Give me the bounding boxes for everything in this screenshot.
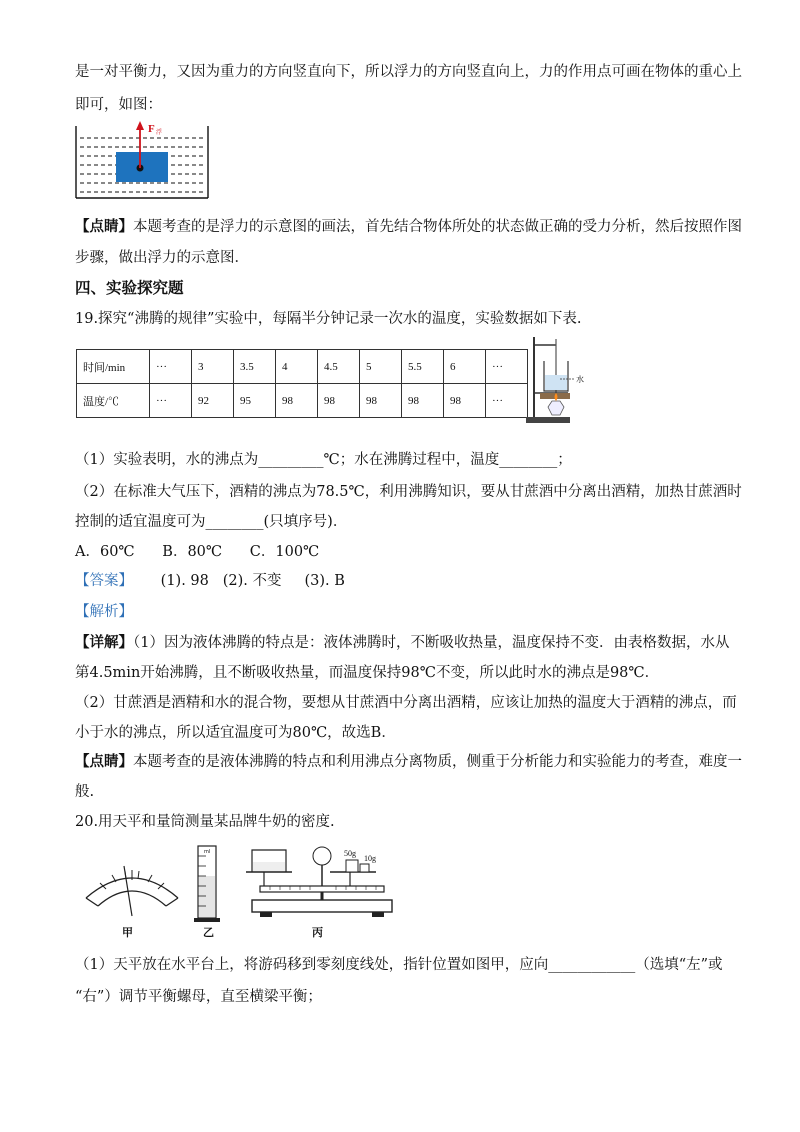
arrow-head-icon — [136, 121, 144, 130]
beaker-water — [545, 375, 567, 390]
alcohol-lamp — [548, 401, 564, 415]
stand-base — [526, 417, 570, 423]
water-label: 水 — [576, 375, 584, 384]
table-cell: 98 — [276, 384, 318, 418]
xiangjie-line: 第4.5min开始沸腾，且不断吸收热量，而温度保持98℃不变，所以此时水的沸点是98℃． — [75, 665, 660, 681]
comment-line: 般. — [75, 784, 95, 800]
answer-text: (1). 98 (2). 不变 (3). B — [160, 573, 345, 589]
comment-line — [75, 217, 742, 237]
table-cell: ··· — [150, 384, 192, 418]
q20-part1: “右”）调节平衡螺母，直至横梁平衡； — [75, 989, 322, 1005]
table-cell: 5 — [360, 350, 402, 384]
weight-label: 50g — [344, 849, 356, 858]
cylinder-unit: ml — [204, 849, 211, 855]
table-cell: 温度/℃ — [77, 384, 150, 418]
dianjing-tag: 【点睛】 — [75, 218, 133, 235]
table-cell: 5.5 — [402, 350, 444, 384]
table-cell: 98 — [402, 384, 444, 418]
balance-dial — [313, 847, 331, 865]
buoyancy-figure — [72, 118, 214, 202]
text-line: 即可，如图： — [75, 97, 162, 113]
table-cell: 98 — [444, 384, 486, 418]
table-cell: 4 — [276, 350, 318, 384]
answer-line — [75, 571, 345, 591]
answer-tag: 【答案】 — [75, 573, 133, 589]
xiangjie-line: （2）甘蔗酒是酒精和水的混合物，要想从甘蔗酒中分离出酒精，应该让加热的温度大于酒精的沸点，而 — [75, 695, 737, 711]
table-cell: 时间/min — [77, 350, 150, 384]
graduated-cylinder-figure — [192, 842, 222, 924]
table-cell: 3 — [192, 350, 234, 384]
question-20: 20.用天平和量筒测量某品牌牛奶的密度. — [75, 814, 335, 830]
section-heading: 四、实验探究题 — [75, 278, 184, 297]
weight-label: 10g — [364, 854, 376, 863]
data-table — [76, 349, 528, 418]
table-cell: ··· — [486, 350, 528, 384]
table-cell: 98 — [318, 384, 360, 418]
xiangjie-line — [75, 633, 729, 653]
comment-line: 步骤，做出浮力的示意图． — [75, 250, 249, 266]
xiangjie-tag: 【详解】 — [75, 634, 133, 651]
table-cell: ··· — [486, 384, 528, 418]
table-cell: 95 — [234, 384, 276, 418]
comment-line — [75, 752, 742, 772]
comment-text: 本题考查的是浮力的示意图的画法，首先结合物体所处的状态做正确的受力分析，然后按照作图 — [133, 219, 742, 235]
weight-10g — [360, 864, 369, 872]
table-cell: 98 — [360, 384, 402, 418]
q19-options: A．60℃ B．80℃ C．100℃ — [75, 544, 320, 560]
weight-50g — [346, 860, 358, 872]
dianjing-tag: 【点睛】 — [75, 753, 133, 770]
table-cell: ··· — [150, 350, 192, 384]
balance-beam — [260, 886, 384, 892]
table-row — [77, 350, 528, 384]
q20-part1: （1）天平放在水平台上，将游码移到零刻度线处，指针位置如图甲，应向____________（选填“左”或 — [75, 957, 723, 973]
q19-part2: （2）在标准大气压下，酒精的沸点为78.5℃，利用沸腾知识，要从甘蔗酒中分离出酒精，加热甘蔗酒时 — [75, 484, 742, 500]
force-label: F — [148, 123, 155, 135]
caption-jia: 甲 — [122, 926, 133, 939]
caption-bing: 丙 — [312, 926, 323, 939]
xiangjie-text: （1）因为液体沸腾的特点是：液体沸腾时，不断吸收热量，温度保持不变．由表格数据，水从 — [133, 635, 730, 651]
caption-yi: 乙 — [203, 926, 214, 939]
comment-text: 本题考查的是液体沸腾的特点和利用沸点分离物质，侧重于分析能力和实验能力的考查，难度一 — [133, 754, 742, 770]
table-cell: 4.5 — [318, 350, 360, 384]
q19-part2: 控制的适宜温度可为________(只填序号)． — [75, 514, 348, 530]
boiling-apparatus-figure — [522, 335, 594, 427]
jiexi-tag: 【解析】 — [75, 604, 133, 620]
table-cell: 6 — [444, 350, 486, 384]
xiangjie-line: 小于水的沸点，所以适宜温度可为80℃，故选B． — [75, 725, 396, 741]
force-subscript: 浮 — [156, 129, 163, 136]
table-cell: 92 — [192, 384, 234, 418]
balance-base — [252, 900, 392, 912]
table-row — [77, 384, 528, 418]
pointer-scale-figure — [80, 858, 184, 918]
question-19: 19.探究“沸腾的规律”实验中，每隔半分钟记录一次水的温度，实验数据如下表. — [75, 311, 582, 327]
q19-part1: （1）实验表明，水的沸点为_________℃；水在沸腾过程中，温度________； — [75, 452, 572, 468]
text-line: 是一对平衡力，又因为重力的方向竖直向下，所以浮力的方向竖直向上，力的作用点可画在物体的重心上 — [75, 64, 742, 80]
balance-figure — [240, 842, 400, 922]
table-cell: 3.5 — [234, 350, 276, 384]
